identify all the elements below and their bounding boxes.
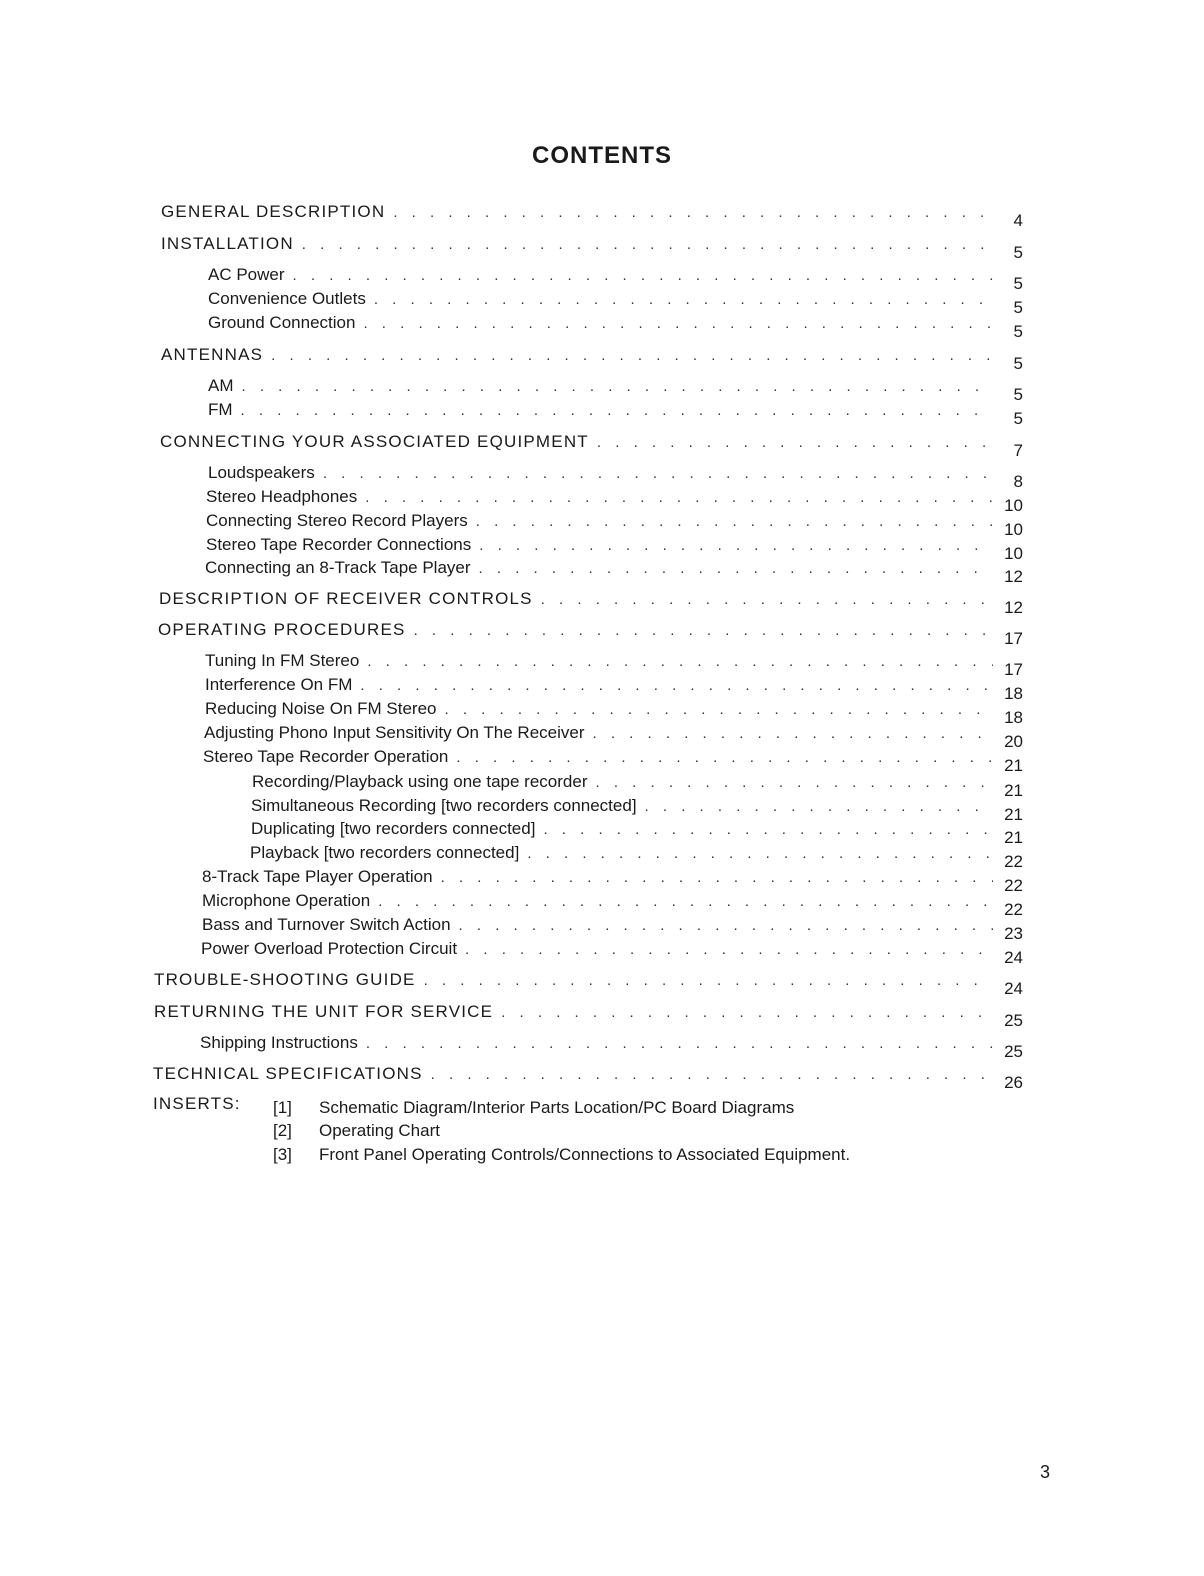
toc-entry-page: 12 [1004, 567, 1023, 586]
toc-entry [208, 289, 1023, 317]
toc-entry-page: 5 [1013, 385, 1023, 404]
toc-entry [202, 891, 1023, 919]
toc-entry-page: 7 [1013, 441, 1023, 460]
toc-entry-page: 4 [1013, 211, 1023, 230]
toc-entry-title: RETURNING THE UNIT FOR SERVICE [154, 1002, 494, 1021]
toc-entry-page: 23 [1004, 924, 1023, 943]
toc-entry-title: Power Overload Protection Circuit [201, 939, 458, 958]
toc-entry-page: 21 [1004, 828, 1023, 847]
toc-entry [161, 345, 1023, 373]
toc-entry-title: TECHNICAL SPECIFICATIONS [153, 1064, 423, 1083]
dot-leader [479, 537, 993, 554]
inserts-label: INSERTS: [153, 1094, 241, 1113]
toc-entry-title: Interference On FM [205, 675, 353, 694]
toc-entry-page: 5 [1013, 274, 1023, 293]
dot-leader [479, 560, 993, 577]
toc-entry-page: 24 [1004, 979, 1023, 998]
toc-entry [250, 843, 1023, 871]
dot-leader [241, 402, 993, 419]
toc-entry-page: 25 [1004, 1042, 1023, 1061]
toc-entry [154, 970, 1023, 998]
toc-entry-title: Loudspeakers [208, 463, 315, 482]
toc-entry-page: 10 [1004, 520, 1023, 539]
dot-leader [593, 725, 993, 742]
toc-entry-title: TROUBLE-SHOOTING GUIDE [154, 970, 416, 989]
toc-entry-page: 22 [1004, 852, 1023, 871]
dot-leader [501, 1004, 993, 1021]
dot-leader [459, 917, 993, 934]
dot-leader [293, 267, 993, 284]
toc-entry-title: Bass and Turnover Switch Action [202, 915, 451, 934]
page-number: 3 [1040, 1462, 1051, 1482]
dot-leader [431, 1066, 993, 1083]
toc-entry [158, 620, 1023, 648]
dot-leader [323, 465, 993, 482]
toc-entry-title: Tuning In FM Stereo [205, 651, 360, 670]
toc-entry-title: Connecting Stereo Record Players [206, 511, 468, 530]
toc-entry-page: 25 [1004, 1011, 1023, 1030]
dot-leader [424, 972, 993, 989]
insert-text: Front Panel Operating Controls/Connections to Associated Equipment. [319, 1145, 851, 1164]
toc-entry [252, 772, 1023, 800]
toc-entry-page: 12 [1004, 598, 1023, 617]
toc-entry-page: 22 [1004, 900, 1023, 919]
insert-number: [3] [273, 1145, 292, 1164]
dot-leader [541, 591, 993, 608]
toc-entry [205, 699, 1023, 727]
dot-leader [597, 434, 993, 451]
toc-entry-page: 5 [1013, 322, 1023, 341]
dot-leader [445, 701, 994, 718]
toc-entry-title: AC Power [208, 265, 285, 284]
toc-entry [208, 265, 1023, 293]
dot-leader [378, 893, 993, 910]
toc-entry [161, 234, 1023, 262]
dot-leader [271, 347, 993, 364]
toc-entry-title: Stereo Tape Recorder Operation [203, 747, 449, 766]
toc-entry [251, 796, 1023, 824]
toc-entry [202, 867, 1023, 895]
toc-entry-title: Microphone Operation [202, 891, 371, 910]
insert-number: [1] [273, 1098, 292, 1117]
insert-number: [2] [273, 1121, 292, 1140]
toc-entry [251, 819, 1023, 847]
toc-entry [205, 651, 1023, 679]
toc-entry-title: AM [208, 376, 234, 395]
toc-entry-title: DESCRIPTION OF RECEIVER CONTROLS [159, 589, 533, 608]
toc-entry-title: CONNECTING YOUR ASSOCIATED EQUIPMENT [160, 432, 589, 451]
toc-entry [161, 202, 1023, 230]
dot-leader [365, 489, 993, 506]
dot-leader [374, 291, 993, 308]
dot-leader [476, 513, 993, 530]
toc-entry-title: Convenience Outlets [208, 289, 366, 308]
toc-entry-title: Shipping Instructions [200, 1033, 358, 1052]
toc-entry [206, 487, 1023, 515]
toc-entry-page: 5 [1013, 298, 1023, 317]
toc-entry [208, 313, 1023, 341]
dot-leader [645, 798, 993, 815]
toc-entry [206, 511, 1023, 539]
toc-entry [154, 1002, 1023, 1030]
toc-entry-title: Ground Connection [208, 313, 356, 332]
toc-entry-title: Recording/Playback using one tape recorder [252, 772, 588, 791]
dot-leader [465, 941, 993, 958]
dot-leader [543, 821, 993, 838]
toc-entry-page: 5 [1013, 354, 1023, 373]
toc-entry-title: Playback [two recorders connected] [250, 843, 520, 862]
toc-entry-page: 18 [1004, 684, 1023, 703]
toc-entry [208, 376, 1023, 404]
dot-leader [441, 869, 993, 886]
toc-entry-page: 10 [1004, 544, 1023, 563]
insert-text: Schematic Diagram/Interior Parts Location/PC Board Diagrams [319, 1098, 795, 1117]
toc-entry [208, 463, 1023, 491]
dot-leader [366, 1035, 993, 1052]
toc-entry [208, 400, 1023, 428]
toc-entry-page: 10 [1004, 496, 1023, 515]
toc-entry-title: INSTALLATION [161, 234, 294, 253]
toc-entry [201, 939, 1023, 967]
dot-leader [393, 204, 993, 221]
toc-entry-page: 17 [1004, 629, 1023, 648]
dot-leader [302, 236, 993, 253]
dot-leader [414, 622, 993, 639]
toc-entry-title: OPERATING PROCEDURES [158, 620, 406, 639]
toc-entry-page: 21 [1004, 756, 1023, 775]
page-title: CONTENTS [532, 142, 672, 169]
toc-entry-page: 26 [1004, 1073, 1023, 1092]
toc-entry-page: 5 [1013, 409, 1023, 428]
toc-entry-title: Duplicating [two recorders connected] [251, 819, 536, 838]
toc-entry [203, 747, 1023, 775]
toc-entry-page: 5 [1013, 243, 1023, 262]
dot-leader [527, 845, 993, 862]
toc-entry [205, 675, 1023, 703]
toc-entry-title: Stereo Tape Recorder Connections [206, 535, 472, 554]
toc-entry [159, 589, 1023, 617]
toc-entry-page: 24 [1004, 948, 1023, 967]
dot-leader [242, 378, 994, 395]
toc-entry [205, 558, 1023, 586]
toc-entry-page: 21 [1004, 781, 1023, 800]
dot-leader [595, 774, 993, 791]
toc-entry-title: Connecting an 8-Track Tape Player [205, 558, 471, 577]
toc-entry-page: 21 [1004, 805, 1023, 824]
dot-leader [456, 749, 993, 766]
insert-text: Operating Chart [319, 1121, 440, 1140]
toc-entry-title: Stereo Headphones [206, 487, 358, 506]
toc-entry [160, 432, 1023, 460]
dot-leader [360, 677, 993, 694]
toc-entry-title: Adjusting Phono Input Sensitivity On The Receiver [204, 723, 585, 742]
toc-entry-title: ANTENNAS [161, 345, 264, 364]
toc-entry [200, 1033, 1023, 1061]
toc-entry-title: Simultaneous Recording [two recorders connected] [251, 796, 637, 815]
toc-entry-title: 8-Track Tape Player Operation [202, 867, 433, 886]
toc-entry-page: 17 [1004, 660, 1023, 679]
toc-entry-title: Reducing Noise On FM Stereo [205, 699, 437, 718]
toc-entry [202, 915, 1023, 943]
toc-entry-page: 18 [1004, 708, 1023, 727]
toc-entry [153, 1064, 1023, 1092]
toc-entry [204, 723, 1023, 751]
toc-entry-page: 22 [1004, 876, 1023, 895]
toc-entry [206, 535, 1023, 563]
toc-entry-page: 8 [1013, 472, 1023, 491]
toc-entry-title: FM [208, 400, 233, 419]
toc-entry-title: GENERAL DESCRIPTION [161, 202, 386, 221]
dot-leader [367, 653, 993, 670]
toc-entry-page: 20 [1004, 732, 1023, 751]
dot-leader [363, 315, 993, 332]
